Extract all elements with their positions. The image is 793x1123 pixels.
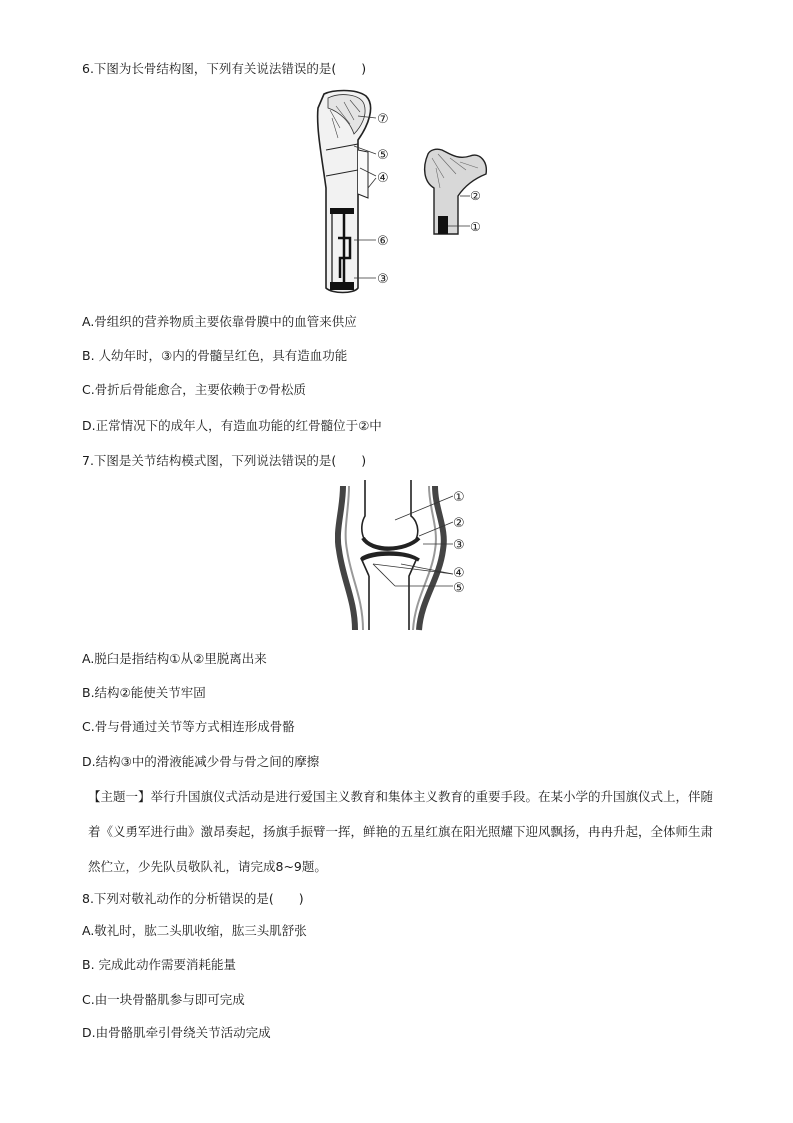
theme-paragraph: 【主题一】举行升国旗仪式活动是进行爱国主义教育和集体主义教育的重要手段。在某小学的升国旗仪式上，伴随着《义勇军进行曲》激昂奏起，扬旗手振臂一挥，鲜艳的五星红旗在阳光照耀下迎风飘扬，冉冉升起，全体师生肃然伫立，少先队员敬队礼，请完成8~9题。 [88, 789, 714, 874]
label-7: ⑦ [377, 112, 389, 127]
label-5: ⑤ [377, 148, 389, 163]
joint-drawing [338, 480, 444, 630]
label-3: ③ [377, 272, 389, 287]
question-8-option-c: C.由一块骨骼肌参与即可完成 [82, 992, 245, 1007]
question-7-option-b: B.结构②能使关节牢固 [82, 685, 206, 700]
joint-label-5: ⑤ [453, 581, 465, 596]
joint-label-3: ③ [453, 538, 465, 553]
question-6-option-d: D.正常情况下的成年人，有造血功能的红骨髓位于②中 [82, 418, 382, 433]
question-6-option-c: C.骨折后骨能愈合，主要依赖于⑦骨松质 [82, 382, 306, 397]
question-7-option-c: C.骨与骨通过关节等方式相连形成骨骼 [82, 719, 295, 734]
question-8-option-b: B. 完成此动作需要消耗能量 [82, 957, 237, 972]
question-8-stem: 8.下列对敬礼动作的分析错误的是( ) [82, 891, 304, 906]
joint-figure [335, 480, 485, 632]
long-bone-drawing [318, 91, 371, 293]
question-7-option-a: A.脱臼是指结构①从②里脱离出来 [82, 651, 267, 666]
joint-label-4: ④ [453, 566, 465, 581]
question-8-option-a: A.敬礼时，肱二头肌收缩，肱三头肌舒张 [82, 923, 307, 938]
long-bone-figure [310, 88, 490, 298]
label-4: ④ [377, 171, 389, 186]
question-6-option-a: A.骨组织的营养物质主要依靠骨膜中的血管来供应 [82, 314, 357, 329]
question-7-option-d: D.结构③中的滑液能减少骨与骨之间的摩擦 [82, 754, 320, 769]
label-6: ⑥ [377, 234, 389, 249]
label-2: ② [470, 189, 481, 203]
question-6-stem: 6.下图为长骨结构图，下列有关说法错误的是( ) [82, 61, 367, 76]
question-6-option-b: B. 人幼年时，③内的骨髓呈红色，具有造血功能 [82, 348, 348, 363]
joint-label-1: ① [453, 490, 465, 505]
question-8-option-d: D.由骨骼肌牵引骨绕关节活动完成 [82, 1025, 271, 1040]
label-1: ① [470, 220, 481, 234]
question-7-stem: 7.下图是关节结构模式图，下列说法错误的是( ) [82, 453, 367, 468]
joint-label-2: ② [453, 516, 465, 531]
